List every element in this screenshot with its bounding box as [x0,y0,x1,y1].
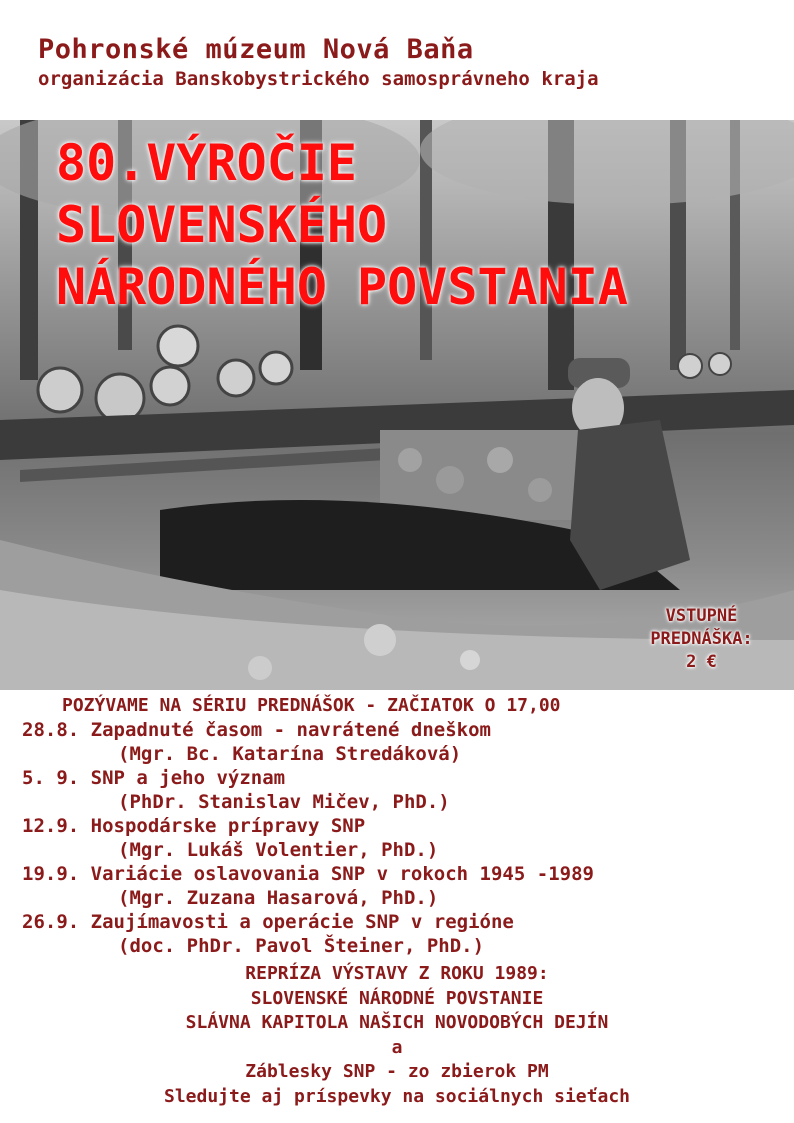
lecture-item [22,766,594,814]
lecture-item [22,718,594,766]
organization-subtitle: organizácia Banskobystrického samosprávneho kraja [38,68,599,90]
headline-line-3: NÁRODNÉHO POVSTANIA [56,258,628,316]
conjunction: a [391,1036,403,1058]
lecture-speaker: (Mgr. Lukáš Volentier, PhD.) [118,839,439,861]
lecture-speaker: (doc. PhDr. Pavol Šteiner, PhD.) [118,935,485,957]
anniversary-headline [56,132,628,318]
lecture-date-title: 28.8. Zapadnuté časom - navrátené dneškom [22,719,491,741]
exhibition-notice [0,962,794,1109]
lecture-item [22,862,594,910]
lecture-speaker: (Mgr. Zuzana Hasarová, PhD.) [118,887,439,909]
lecture-item [22,910,594,958]
invitation-line: POZÝVAME NA SÉRIU PREDNÁŠOK - ZAČIATOK O 17,00 [62,695,561,716]
lecture-speaker: (PhDr. Stanislav Mičev, PhD.) [118,791,450,813]
headline-line-2: SLOVENSKÉHO [56,196,388,254]
badge-line-1: VSTUPNÉ [665,606,738,626]
header [38,34,599,92]
social-media-note: Sledujte aj príspevky na sociálnych sieťach [164,1085,630,1107]
lecture-date-title: 5. 9. SNP a jeho význam [22,767,286,789]
lecture-date-title: 19.9. Variácie oslavovania SNP v rokoch 1945 -1989 [22,863,594,885]
lecture-speaker: (Mgr. Bc. Katarína Stredáková) [118,743,462,765]
exhibition-subtitle: SLÁVNA KAPITOLA NAŠICH NOVODOBÝCH DEJÍN [185,1012,609,1033]
badge-price: 2 € [686,652,717,672]
lecture-date-title: 12.9. Hospodárske prípravy SNP [22,815,366,837]
exhibition-title: SLOVENSKÉ NÁRODNÉ POVSTANIE [250,987,544,1009]
badge-line-2: PREDNÁŠKA: [650,629,753,649]
admission-badge [624,605,779,674]
lecture-list [22,718,594,958]
museum-name: Pohronské múzeum Nová Baňa [38,34,474,65]
second-exhibition: Záblesky SNP - zo zbierok PM [245,1061,549,1082]
lecture-date-title: 26.9. Zaujímavosti a operácie SNP v regióne [22,911,514,933]
lecture-item [22,814,594,862]
exhibition-reprise: REPRÍZA VÝSTAVY Z ROKU 1989: [245,963,549,984]
headline-line-1: 80.VÝROČIE [56,134,358,192]
